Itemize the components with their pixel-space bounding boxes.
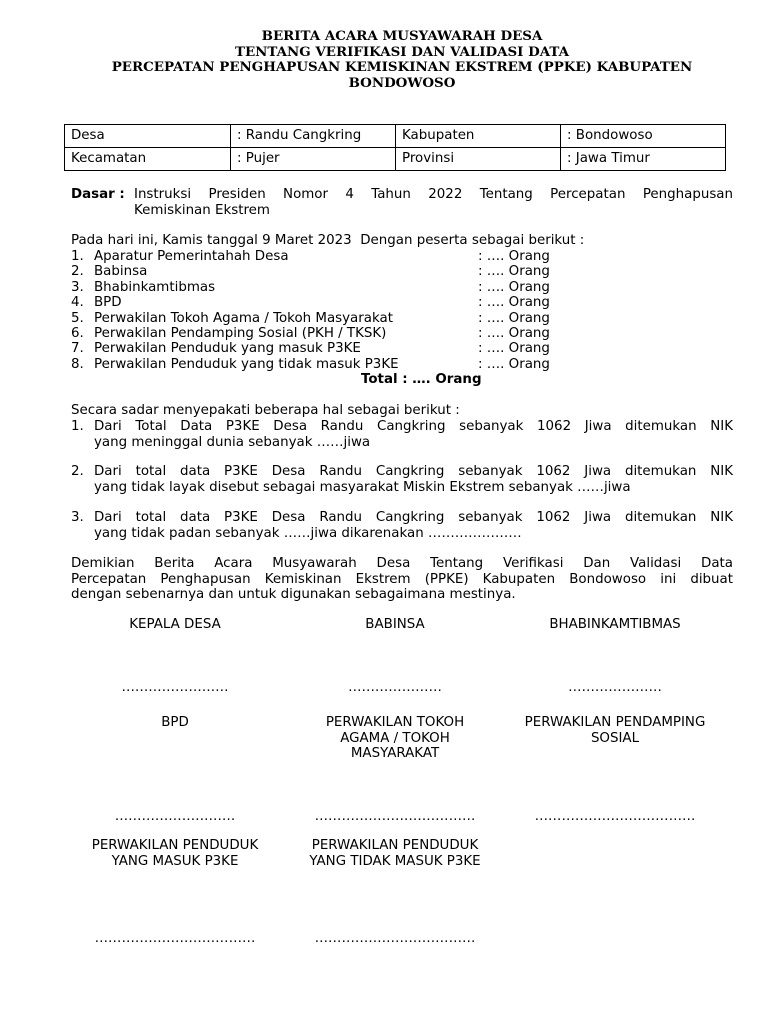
agreement-text: [94, 464, 733, 495]
header-title-line-1: BERITA ACARA MUSYAWARAH DESA: [261, 28, 543, 44]
participant-count: : …. Orang: [478, 341, 550, 357]
list-item: [71, 280, 591, 295]
signature-title-kepala-desa: KEPALA DESA: [129, 617, 221, 632]
value-desa: : Randu Cangkring: [231, 125, 396, 148]
participant-label: Perwakilan Pendamping Sosial (PKH / TKSK): [94, 325, 387, 341]
agreement-text-line-2: yang meninggal dunia sebanyak ……jiwa: [94, 434, 371, 450]
attendance-list: [71, 249, 591, 372]
participant-label: Babinsa: [94, 264, 148, 280]
participant-label: Bhabinkamtibmas: [94, 279, 216, 295]
header-title-line-2: TENTANG VERIFIKASI DAN VALIDASI DATA: [234, 43, 570, 60]
signature-line-babinsa: …………………: [348, 680, 442, 695]
list-number: 7.: [71, 341, 84, 357]
location-info-table: [64, 124, 726, 171]
signature-line-penduduk-tidak-masuk: ………………………………: [314, 931, 476, 946]
signature-title-masuk-line-1: PERWAKILAN PENDUDUK: [91, 838, 259, 853]
list-number: 4.: [71, 295, 84, 311]
signature-line-pendamping: ………………………………: [534, 809, 696, 824]
participant-count: : …. Orang: [478, 264, 550, 280]
signature-line-tokoh: ………………………………: [314, 809, 476, 824]
value-kabupaten: : Bondowoso: [561, 125, 726, 148]
header-title-line-4: BONDOWOSO: [348, 74, 456, 91]
participant-label: Perwakilan Penduduk yang masuk P3KE: [94, 341, 361, 357]
list-number: 1.: [71, 249, 84, 264]
dasar-text: [134, 187, 733, 218]
signature-title-bhabinkamtibmas: BHABINKAMTIBMAS: [549, 617, 681, 632]
list-number: 5.: [71, 310, 84, 326]
value-kecamatan: : Pujer: [231, 148, 396, 171]
dasar-text-line-1: Instruksi Presiden Nomor 4 Tahun 2022 Tentang Percepatan Penghapusan: [134, 187, 733, 202]
agreement-number: 3.: [71, 510, 84, 525]
value-provinsi: : Jawa Timur: [561, 148, 726, 171]
participant-label: BPD: [94, 295, 122, 311]
list-item: [71, 249, 591, 264]
signature-line-penduduk-masuk: ………………………………: [94, 931, 256, 946]
label-desa: Desa: [65, 125, 231, 148]
agreement-number: 1.: [71, 419, 84, 434]
participant-count: : …. Orang: [478, 325, 550, 341]
signature-line-kepala-desa: ……………………: [121, 680, 229, 695]
agreement-text-line-2: yang tidak layak disebut sebagai masyarakat Miskin Ekstrem sebanyak ……jiwa: [94, 479, 631, 495]
signature-title-tokoh-line-3: MASYARAKAT: [350, 746, 440, 761]
participant-count: : …. Orang: [478, 279, 550, 295]
agreement-intro: Secara sadar menyepakati beberapa hal sebagai berikut :: [71, 403, 460, 418]
signature-title-penduduk-masuk: [75, 838, 275, 869]
list-item: [71, 326, 591, 341]
agreement-text-line-2: yang tidak padan sebanyak ……jiwa dikarenakan …………………: [94, 525, 522, 541]
agreement-text: [94, 419, 733, 450]
list-item: [71, 264, 591, 279]
list-item: [71, 311, 591, 326]
signature-title-pendamping-line-2: SOSIAL: [590, 730, 640, 746]
participant-count: : …. Orang: [478, 310, 550, 326]
dasar-label: Dasar :: [71, 187, 125, 202]
header-title-line-3: PERCEPATAN PENGHAPUSAN KEMISKINAN EKSTREM (PPKE) KABUPATEN: [111, 59, 693, 75]
signature-title-pendamping: [515, 715, 715, 746]
signature-title-tokoh: [295, 715, 495, 762]
signature-title-tidak-masuk-line-1: PERWAKILAN PENDUDUK: [311, 838, 479, 853]
signature-title-penduduk-tidak-masuk: [295, 838, 495, 869]
agreement-text-line-1: Dari total data P3KE Desa Randu Cangkring sebanyak 1062 Jiwa ditemukan NIK: [94, 510, 733, 525]
label-provinsi: Provinsi: [396, 148, 561, 171]
participant-count: : …. Orang: [478, 356, 550, 372]
list-number: 8.: [71, 356, 84, 372]
agreement-number: 2.: [71, 464, 84, 479]
list-number: 6.: [71, 325, 84, 341]
list-item: [71, 295, 591, 310]
closing-paragraph: [71, 556, 733, 603]
signature-line-bpd: ………………………: [114, 809, 236, 824]
signature-title-tokoh-line-2: AGAMA / TOKOH: [340, 730, 450, 746]
list-number: 3.: [71, 279, 84, 295]
participant-label: Aparatur Pemerintahah Desa: [94, 249, 289, 264]
document-header: [60, 29, 744, 91]
signature-title-babinsa: BABINSA: [365, 617, 425, 632]
info-row-desa: [65, 125, 726, 148]
info-row-kecamatan: [65, 148, 726, 171]
attendance-intro: Pada hari ini, Kamis tanggal 9 Maret 2023 Dengan peserta sebagai berikut :: [71, 233, 585, 248]
participant-count: : …. Orang: [478, 249, 550, 264]
participant-label: Perwakilan Penduduk yang tidak masuk P3KE: [94, 356, 399, 372]
dasar-text-line-2: Kemiskinan Ekstrem: [134, 202, 270, 218]
signature-title-bpd: BPD: [161, 715, 189, 730]
participant-count: : …. Orang: [478, 295, 550, 311]
label-kabupaten: Kabupaten: [396, 125, 561, 148]
list-item: [71, 341, 591, 356]
list-number: 2.: [71, 264, 84, 280]
signature-title-pendamping-line-1: PERWAKILAN PENDAMPING: [524, 715, 706, 730]
signature-title-tidak-masuk-line-2: YANG TIDAK MASUK P3KE: [309, 853, 481, 869]
closing-line-3: dengan sebenarnya dan untuk digunakan sebagaimana mestinya.: [71, 587, 516, 602]
closing-line-2: Percepatan Penghapusan Kemiskinan Ekstrem (PPKE) Kabupaten Bondowoso ini dibuat: [71, 571, 733, 587]
list-item: [71, 357, 591, 372]
agreement-text-line-1: Dari total data P3KE Desa Randu Cangkring sebanyak 1062 Jiwa ditemukan NIK: [94, 464, 733, 479]
signature-title-masuk-line-2: YANG MASUK P3KE: [111, 853, 239, 869]
agreement-text: [94, 510, 733, 541]
label-kecamatan: Kecamatan: [65, 148, 231, 171]
signature-title-tokoh-line-1: PERWAKILAN TOKOH: [325, 715, 465, 730]
closing-line-1: Demikian Berita Acara Musyawarah Desa Tentang Verifikasi Dan Validasi Data: [71, 556, 733, 571]
agreement-text-line-1: Dari Total Data P3KE Desa Randu Cangkring sebanyak 1062 Jiwa ditemukan NIK: [94, 419, 733, 434]
attendance-total: Total : …. Orang: [361, 372, 482, 387]
participant-label: Perwakilan Tokoh Agama / Tokoh Masyarakat: [94, 310, 393, 326]
signature-line-bhabinkamtibmas: …………………: [568, 680, 662, 695]
